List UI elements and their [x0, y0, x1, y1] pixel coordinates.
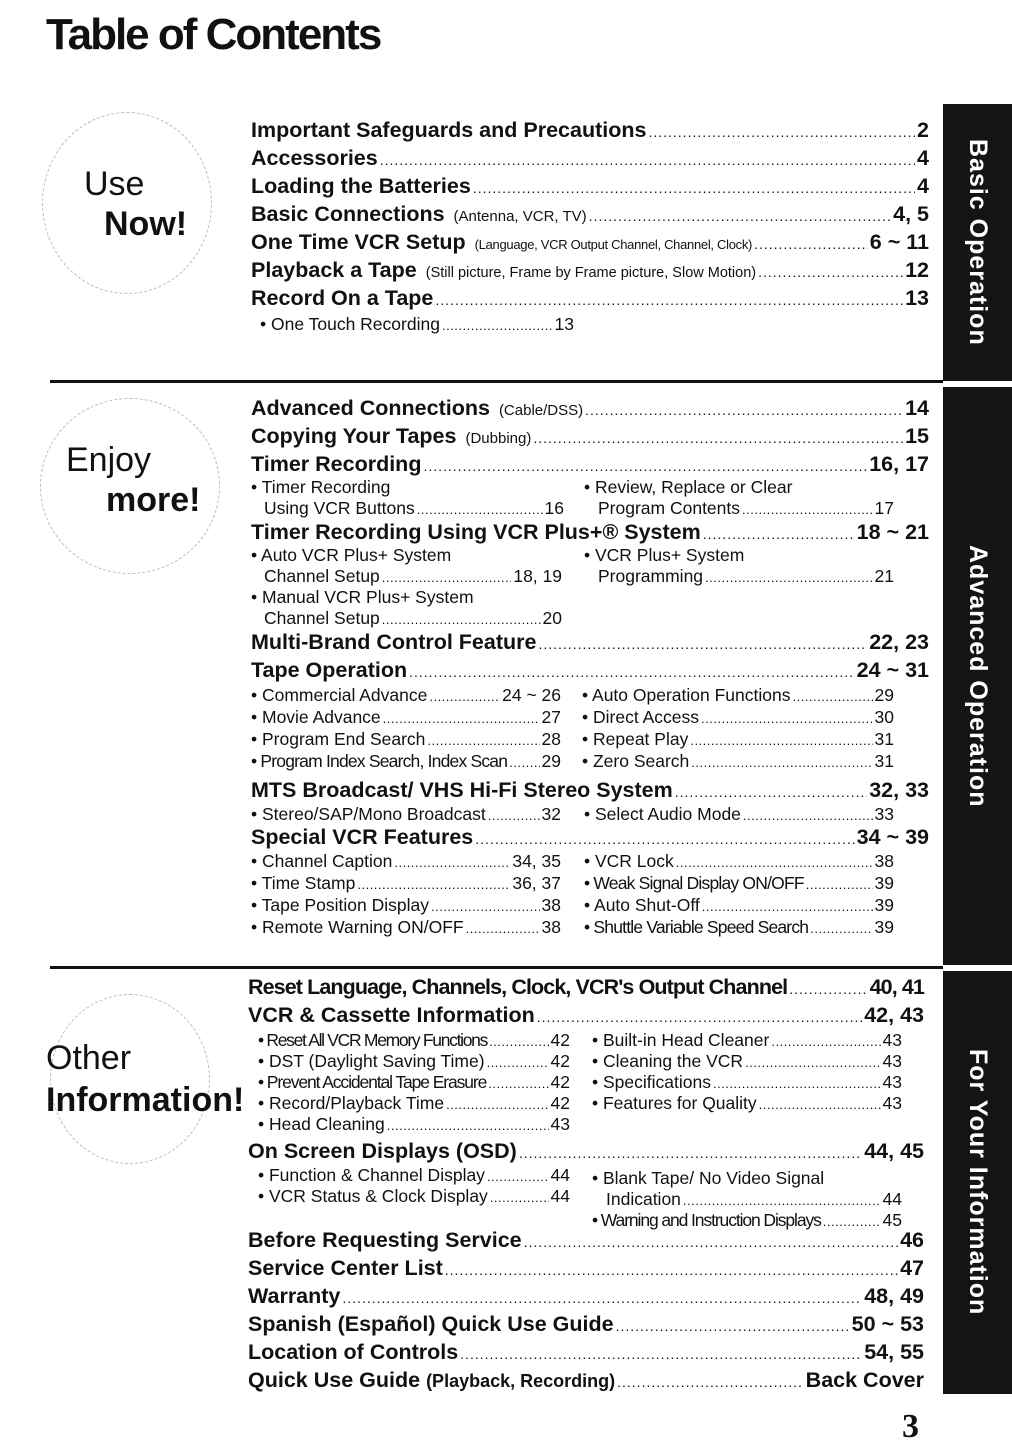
- subentry-page: 44: [882, 1189, 902, 1209]
- toc-subentry[interactable]: [258, 1093, 570, 1114]
- leader-dots: [533, 426, 903, 450]
- subentry-label: • Built-in Head Cleaner: [592, 1030, 770, 1050]
- subentry-page: 42: [550, 1072, 570, 1092]
- toc-entry[interactable]: [251, 778, 929, 802]
- subentry-label: • Program End Search: [251, 729, 426, 749]
- subentry-label: • Remote Warning ON/OFF: [251, 917, 464, 937]
- entry-page: 22, 23: [869, 630, 929, 654]
- entry-page: 32, 33: [869, 778, 929, 802]
- entry-label: Quick Use Guide: [248, 1368, 421, 1392]
- leader-dots: [616, 1314, 850, 1338]
- entry-page: 12: [905, 258, 929, 282]
- toc-subentry[interactable]: [584, 477, 904, 498]
- toc-subentry[interactable]: [258, 1186, 570, 1207]
- tab-label: Advanced Operation: [964, 544, 992, 808]
- subentry-page: 33: [874, 804, 894, 824]
- toc-subentry[interactable]: [251, 587, 571, 608]
- leader-dots: [806, 874, 873, 895]
- subentry-label: • Shuttle Variable Speed Search: [584, 917, 809, 937]
- subentry-label: • DST (Daylight Saving Time): [258, 1051, 485, 1071]
- toc-subentry[interactable]: [582, 751, 894, 772]
- entry-note: (Still picture, Frame by Frame picture, Slow Motion): [425, 265, 757, 281]
- subentry-label: • Zero Search: [582, 751, 690, 771]
- subentry-page: 42: [550, 1093, 570, 1113]
- leader-dots: [702, 896, 873, 917]
- leader-dots: [489, 1031, 548, 1052]
- toc-subentry[interactable]: [251, 917, 561, 938]
- subentry-label: • Time Stamp: [251, 873, 356, 893]
- subentry-page: 44: [550, 1165, 570, 1185]
- subentry-label: • Stereo/SAP/Mono Broadcast: [251, 804, 486, 824]
- leader-dots: [394, 852, 510, 873]
- leader-dots: [789, 977, 867, 1001]
- tab-basic-operation: [943, 104, 1012, 381]
- toc-entry[interactable]: [248, 1228, 924, 1252]
- toc-subentry[interactable]: [592, 1051, 902, 1072]
- toc-entry[interactable]: [248, 1284, 924, 1308]
- subentry-page: 16: [544, 498, 564, 518]
- toc-subentry[interactable]: [258, 1051, 570, 1072]
- subentry-page: 42: [550, 1030, 570, 1050]
- entry-label: Timer Recording Using VCR Plus+® System: [251, 520, 701, 544]
- subentry-label: • VCR Lock: [584, 851, 674, 871]
- leader-dots: [387, 1115, 549, 1136]
- leader-dots: [446, 1094, 548, 1115]
- toc-subentry[interactable]: [258, 1072, 570, 1093]
- subentry-label: • Prevent Accidental Tape Erasure: [258, 1072, 487, 1092]
- toc-entry[interactable]: [248, 1139, 924, 1163]
- leader-dots: [585, 398, 903, 422]
- section-label-other-information: [46, 1038, 244, 1120]
- leader-dots: [771, 1031, 880, 1052]
- entry-page: 40, 41: [869, 975, 924, 999]
- toc-entry[interactable]: [251, 825, 929, 849]
- leader-dots: [382, 609, 541, 630]
- entry-label: Basic Connections: [251, 202, 445, 226]
- subentry-label: • Cleaning the VCR: [592, 1051, 744, 1071]
- entry-label: Service Center List: [248, 1256, 443, 1280]
- subentry-page: 13: [554, 314, 574, 334]
- subentry-label: • Channel Caption: [251, 851, 393, 871]
- toc-subentry[interactable]: [584, 804, 894, 825]
- tab-for-your-information: [943, 971, 1012, 1394]
- subentry-page: 34, 35: [512, 851, 561, 871]
- entry-note: (Dubbing): [465, 430, 532, 447]
- toc-subentry[interactable]: [582, 707, 894, 728]
- toc-subentry[interactable]: [598, 566, 894, 587]
- subentry-label: Channel Setup: [264, 608, 380, 628]
- entry-page: 47: [900, 1256, 924, 1280]
- subentry-label: • Program Index Search, Index Scan: [251, 751, 508, 771]
- leader-dots: [431, 896, 540, 917]
- entry-label: Advanced Connections: [251, 396, 490, 420]
- toc-subentry[interactable]: [264, 498, 564, 519]
- subentry-label: • Auto VCR Plus+ System: [251, 545, 452, 565]
- subentry-label: Program Contents: [598, 498, 741, 518]
- leader-dots: [473, 176, 915, 200]
- toc-subentry[interactable]: [584, 851, 894, 872]
- leader-dots: [705, 567, 872, 588]
- toc-subentry[interactable]: [584, 895, 894, 916]
- subentry-page: 20: [542, 608, 562, 628]
- leader-dots: [617, 1370, 804, 1394]
- toc-subentry[interactable]: [251, 545, 571, 566]
- entry-page: 4: [917, 146, 929, 170]
- section-label-line: Now!: [104, 205, 188, 243]
- toc-entry[interactable]: [251, 424, 929, 448]
- toc-subentry[interactable]: [251, 751, 561, 772]
- entry-page: 48, 49: [864, 1284, 924, 1308]
- entry-page: 42, 43: [864, 1003, 924, 1027]
- entry-page: 13: [905, 286, 929, 310]
- leader-dots: [676, 852, 873, 873]
- toc-entry[interactable]: [248, 975, 924, 999]
- section-label-enjoy-more: [66, 440, 200, 520]
- leader-dots: [382, 567, 512, 588]
- entry-label: MTS Broadcast/ VHS Hi-Fi Stereo System: [251, 778, 673, 802]
- leader-dots: [435, 288, 903, 312]
- subentry-label: • Reset All VCR Memory Functions: [258, 1030, 488, 1050]
- toc-subentry[interactable]: [606, 1189, 902, 1210]
- toc-entry[interactable]: [248, 1312, 924, 1336]
- entry-label: One Time VCR Setup: [251, 230, 466, 254]
- leader-dots: [475, 827, 854, 851]
- subentry-label: • VCR Status & Clock Display: [258, 1186, 488, 1206]
- subentry-label: • Record/Playback Time: [258, 1093, 445, 1113]
- entry-page: 18 ~ 21: [856, 520, 929, 544]
- toc-subentry[interactable]: [260, 314, 574, 335]
- entry-label: Important Safeguards and Precautions: [251, 118, 647, 142]
- leader-dots: [509, 752, 539, 773]
- section-label-line: Other: [46, 1039, 132, 1077]
- section-label-line: Use: [84, 165, 145, 203]
- toc-entry[interactable]: [251, 658, 929, 682]
- entry-label: Loading the Batteries: [251, 174, 471, 198]
- leader-dots: [417, 499, 543, 520]
- toc-entry[interactable]: [251, 396, 929, 420]
- entry-label: On Screen Displays (OSD): [248, 1139, 517, 1163]
- subentry-label: • Movie Advance: [251, 707, 381, 727]
- toc-subentry[interactable]: [592, 1093, 902, 1114]
- entry-note: (Language, VCR Output Channel, Channel, Clock): [474, 237, 753, 252]
- entry-page: 6 ~ 11: [869, 230, 929, 254]
- leader-dots: [742, 499, 873, 520]
- subentry-page: 39: [874, 895, 894, 915]
- entry-page: 16, 17: [869, 452, 929, 476]
- subentry-label: • Auto Shut-Off: [584, 895, 700, 915]
- subentry-page: 17: [874, 498, 894, 518]
- subentry-page: 38: [874, 851, 894, 871]
- toc-subentry[interactable]: [598, 498, 894, 519]
- leader-dots: [342, 1286, 862, 1310]
- subentry-page: 43: [550, 1114, 570, 1134]
- toc-subentry[interactable]: [584, 545, 904, 566]
- subentry-label: • One Touch Recording: [260, 314, 440, 334]
- subentry-page: 28: [541, 729, 561, 749]
- subentry-label: • Select Audio Mode: [584, 804, 741, 824]
- subentry-page: 29: [541, 751, 561, 771]
- leader-dots: [357, 874, 510, 895]
- toc-subentry[interactable]: [592, 1072, 902, 1093]
- entry-page: 4: [917, 174, 929, 198]
- subentry-label: • Repeat Play: [582, 729, 689, 749]
- entry-label: Copying Your Tapes: [251, 424, 457, 448]
- entry-page: 15: [905, 424, 929, 448]
- entry-page: 50 ~ 53: [851, 1312, 924, 1336]
- subentry-page: 30: [874, 707, 894, 727]
- toc-subentry[interactable]: [251, 804, 561, 825]
- leader-dots: [445, 1258, 898, 1282]
- subentry-page: 38: [541, 917, 561, 937]
- subentry-page: 43: [882, 1093, 902, 1113]
- toc-entry[interactable]: [251, 118, 929, 142]
- leader-dots: [690, 730, 872, 751]
- leader-dots: [423, 454, 867, 478]
- subentry-page: 21: [874, 566, 894, 586]
- entry-label: Spanish (Español) Quick Use Guide: [248, 1312, 614, 1336]
- section-divider: [50, 966, 943, 969]
- toc-subentry[interactable]: [264, 608, 562, 629]
- leader-dots: [429, 686, 500, 707]
- leader-dots: [519, 1141, 862, 1165]
- subentry-label: • Warning and Instruction Displays: [592, 1210, 821, 1230]
- subentry-page: 42: [550, 1051, 570, 1071]
- toc-subentry[interactable]: [251, 707, 561, 728]
- subentry-page: 36, 37: [512, 873, 561, 893]
- toc-subentry[interactable]: [251, 685, 561, 706]
- entry-label: Record On a Tape: [251, 286, 434, 310]
- subentry-page: 32: [541, 804, 561, 824]
- toc-subentry[interactable]: [592, 1030, 902, 1051]
- tab-advanced-operation: [943, 387, 1012, 965]
- subentry-page: 38: [541, 895, 561, 915]
- leader-dots: [380, 148, 915, 172]
- toc-entry[interactable]: [251, 520, 929, 544]
- toc-entry[interactable]: [248, 1340, 924, 1364]
- leader-dots: [810, 918, 872, 939]
- subentry-page: 39: [874, 873, 894, 893]
- leader-dots: [488, 1073, 548, 1094]
- subentry-label: • Tape Position Display: [251, 895, 429, 915]
- leader-dots: [683, 1190, 881, 1211]
- subentry-label: • Function & Channel Display: [258, 1165, 485, 1185]
- page-title: Table of Contents: [46, 10, 381, 59]
- leader-dots: [759, 1094, 881, 1115]
- toc-entry[interactable]: [251, 230, 929, 254]
- leader-dots: [442, 315, 553, 336]
- leader-dots: [691, 752, 872, 773]
- subentry-label: Programming: [598, 566, 704, 586]
- toc-entry[interactable]: [251, 258, 929, 282]
- leader-dots: [490, 1187, 549, 1208]
- entry-label: VCR & Cassette Information: [248, 1003, 535, 1027]
- entry-page: Back Cover: [805, 1368, 924, 1392]
- toc-subentry[interactable]: [592, 1168, 902, 1189]
- toc-subentry[interactable]: [264, 566, 562, 587]
- toc-subentry[interactable]: [258, 1165, 570, 1186]
- leader-dots: [675, 780, 867, 804]
- leader-dots: [487, 1166, 549, 1187]
- entry-page: 4, 5: [893, 202, 929, 226]
- entry-label: Special VCR Features: [251, 825, 474, 849]
- leader-dots: [745, 1052, 880, 1073]
- entry-label: Before Requesting Service: [248, 1228, 522, 1252]
- leader-dots: [524, 1230, 898, 1254]
- toc-entry[interactable]: [248, 1368, 924, 1392]
- entry-page: 54, 55: [864, 1340, 924, 1364]
- entry-page: 24 ~ 31: [856, 658, 929, 682]
- toc-subentry[interactable]: [582, 685, 894, 706]
- subentry-page: 31: [874, 729, 894, 749]
- section-divider: [50, 380, 943, 383]
- toc-subentry[interactable]: [251, 477, 571, 498]
- leader-dots: [701, 708, 873, 729]
- subentry-page: 39: [874, 917, 894, 937]
- entry-label: Accessories: [251, 146, 378, 170]
- subentry-label: • Review, Replace or Clear: [584, 477, 793, 497]
- leader-dots: [713, 1073, 881, 1094]
- leader-dots: [427, 730, 539, 751]
- leader-dots: [754, 232, 868, 256]
- subentry-label: • Timer Recording: [251, 477, 391, 497]
- leader-dots: [792, 686, 872, 707]
- subentry-page: 24 ~ 26: [502, 685, 561, 705]
- entry-note: (Antenna, VCR, TV): [453, 208, 587, 225]
- entry-page: 34 ~ 39: [856, 825, 929, 849]
- entry-page: 14: [905, 396, 929, 420]
- subentry-label: • Manual VCR Plus+ System: [251, 587, 474, 607]
- toc-entry[interactable]: [248, 1003, 924, 1027]
- subentry-label: Indication: [606, 1189, 681, 1209]
- entry-label: Multi-Brand Control Feature: [251, 630, 537, 654]
- leader-dots: [743, 805, 873, 826]
- toc-subentry[interactable]: [258, 1030, 570, 1051]
- subentry-label: • Commercial Advance: [251, 685, 428, 705]
- subentry-label: • Blank Tape/ No Video Signal: [592, 1168, 825, 1188]
- toc-subentry[interactable]: [258, 1114, 570, 1135]
- toc-entry[interactable]: [251, 146, 929, 170]
- entry-label: Reset Language, Channels, Clock, VCR's Output Channel: [248, 975, 788, 999]
- section-label-line: Enjoy: [66, 441, 152, 479]
- subentry-page: 43: [882, 1030, 902, 1050]
- section-label-use-now: [84, 164, 187, 244]
- tab-label: Basic Operation: [964, 139, 992, 346]
- entry-label: Warranty: [248, 1284, 341, 1308]
- toc-subentry[interactable]: [582, 729, 894, 750]
- entry-label: Playback a Tape: [251, 258, 417, 282]
- subentry-label: • Head Cleaning: [258, 1114, 385, 1134]
- toc-entry[interactable]: [248, 1256, 924, 1280]
- subentry-page: 43: [882, 1072, 902, 1092]
- leader-dots: [409, 660, 855, 684]
- entry-page: 46: [900, 1228, 924, 1252]
- leader-dots: [460, 1342, 862, 1366]
- entry-page: 44, 45: [864, 1139, 924, 1163]
- entry-note: (Playback, Recording): [426, 1371, 616, 1391]
- leader-dots: [466, 918, 540, 939]
- subentry-label: • Specifications: [592, 1072, 711, 1092]
- leader-dots: [487, 1052, 549, 1073]
- toc-entry[interactable]: [251, 630, 929, 654]
- toc-subentry[interactable]: [584, 917, 894, 938]
- toc-entry[interactable]: [251, 202, 929, 226]
- section-label-line: Information!: [46, 1081, 245, 1119]
- subentry-page: 18, 19: [513, 566, 562, 586]
- toc-subentry[interactable]: [584, 873, 894, 894]
- leader-dots: [589, 204, 891, 228]
- toc-entry[interactable]: [251, 174, 929, 198]
- entry-label: Location of Controls: [248, 1340, 459, 1364]
- subentry-label: Using VCR Buttons: [264, 498, 415, 518]
- subentry-page: 43: [882, 1051, 902, 1071]
- tab-label: For Your Information: [964, 1049, 992, 1316]
- entry-note: (Cable/DSS): [498, 402, 584, 419]
- subentry-label: • Weak Signal Display ON/OFF: [584, 873, 804, 893]
- leader-dots: [703, 522, 855, 546]
- subentry-label: • VCR Plus+ System: [584, 545, 745, 565]
- leader-dots: [648, 120, 915, 144]
- subentry-label: • Features for Quality: [592, 1093, 757, 1113]
- subentry-page: 31: [874, 751, 894, 771]
- subentry-page: 27: [541, 707, 561, 727]
- toc-subentry[interactable]: [251, 729, 561, 750]
- leader-dots: [383, 708, 540, 729]
- toc-subentry[interactable]: [251, 851, 561, 872]
- subentry-label: Channel Setup: [264, 566, 380, 586]
- subentry-page: 44: [550, 1186, 570, 1206]
- toc-entry[interactable]: [251, 452, 929, 476]
- subentry-page: 29: [874, 685, 894, 705]
- entry-page: 2: [917, 118, 929, 142]
- subentry-page: 45: [882, 1210, 902, 1230]
- toc-subentry[interactable]: [251, 895, 561, 916]
- leader-dots: [537, 1005, 863, 1029]
- toc-entry[interactable]: [251, 286, 929, 310]
- toc-subentry[interactable]: [251, 873, 561, 894]
- page-number: 3: [902, 1408, 919, 1445]
- subentry-label: • Auto Operation Functions: [582, 685, 791, 705]
- section-label-line: more!: [106, 481, 201, 519]
- entry-label: Timer Recording: [251, 452, 422, 476]
- leader-dots: [488, 805, 540, 826]
- subentry-label: • Direct Access: [582, 707, 699, 727]
- leader-dots: [538, 632, 867, 656]
- leader-dots: [758, 260, 903, 284]
- entry-label: Tape Operation: [251, 658, 408, 682]
